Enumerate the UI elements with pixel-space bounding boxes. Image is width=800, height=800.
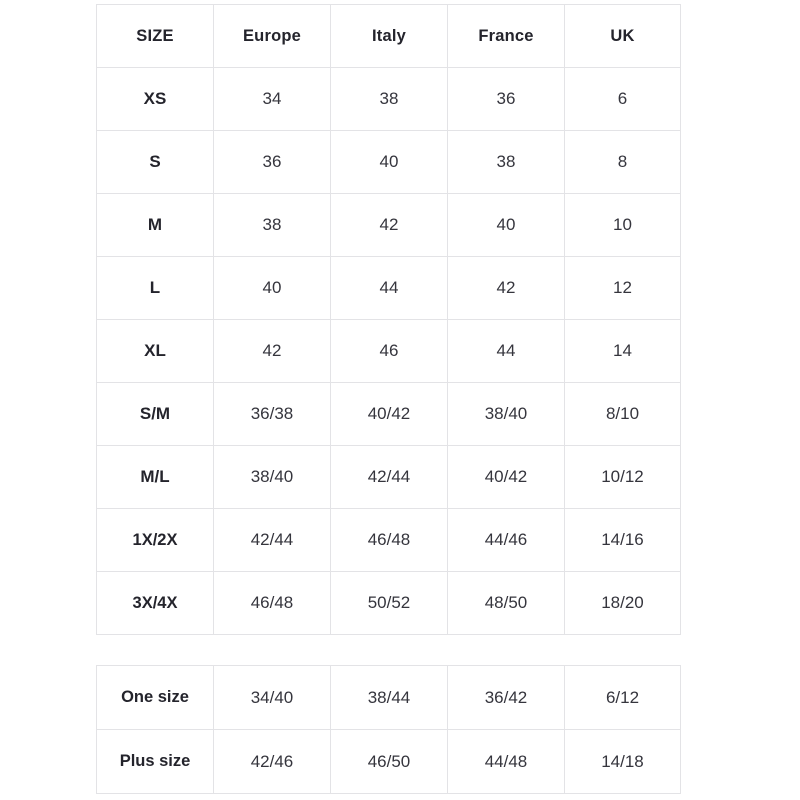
table-row — [97, 509, 681, 572]
cell-europe: 42 — [214, 320, 331, 383]
table-row — [97, 383, 681, 446]
table-row — [97, 194, 681, 257]
cell-europe: 40 — [214, 257, 331, 320]
cell-europe: 36 — [214, 131, 331, 194]
cell-france: 44 — [448, 320, 565, 383]
cell-france: 44/48 — [448, 730, 565, 794]
column-header-europe: Europe — [214, 5, 331, 68]
table-row — [97, 320, 681, 383]
row-label: XS — [97, 68, 214, 131]
cell-uk: 10/12 — [565, 446, 681, 509]
cell-europe: 34/40 — [214, 666, 331, 730]
cell-europe: 38/40 — [214, 446, 331, 509]
cell-italy: 38 — [331, 68, 448, 131]
cell-italy: 42/44 — [331, 446, 448, 509]
cell-uk: 14/18 — [565, 730, 681, 794]
row-label: M — [97, 194, 214, 257]
cell-france: 48/50 — [448, 572, 565, 635]
cell-europe: 36/38 — [214, 383, 331, 446]
row-label: M/L — [97, 446, 214, 509]
cell-uk: 8 — [565, 131, 681, 194]
cell-italy: 46 — [331, 320, 448, 383]
column-header-italy: Italy — [331, 5, 448, 68]
cell-france: 44/46 — [448, 509, 565, 572]
table-row — [97, 131, 681, 194]
row-label: S/M — [97, 383, 214, 446]
table-header-row — [97, 5, 681, 68]
size-conversion-table-container — [96, 4, 680, 635]
cell-uk: 8/10 — [565, 383, 681, 446]
table-row — [97, 68, 681, 131]
cell-france: 42 — [448, 257, 565, 320]
cell-europe: 46/48 — [214, 572, 331, 635]
table-row — [97, 446, 681, 509]
cell-france: 36 — [448, 68, 565, 131]
table-row — [97, 572, 681, 635]
row-label: 1X/2X — [97, 509, 214, 572]
cell-uk: 10 — [565, 194, 681, 257]
cell-uk: 6 — [565, 68, 681, 131]
cell-italy: 38/44 — [331, 666, 448, 730]
cell-france: 36/42 — [448, 666, 565, 730]
row-label: XL — [97, 320, 214, 383]
table-row — [97, 730, 681, 794]
cell-italy: 42 — [331, 194, 448, 257]
size-conversion-table — [96, 4, 681, 635]
row-label: L — [97, 257, 214, 320]
column-header-uk: UK — [565, 5, 681, 68]
cell-france: 38/40 — [448, 383, 565, 446]
cell-italy: 46/50 — [331, 730, 448, 794]
table-row — [97, 666, 681, 730]
column-header-size: SIZE — [97, 5, 214, 68]
cell-uk: 14/16 — [565, 509, 681, 572]
column-header-france: France — [448, 5, 565, 68]
row-label-plus-size: Plus size — [97, 730, 214, 794]
cell-europe: 42/46 — [214, 730, 331, 794]
cell-italy: 40 — [331, 131, 448, 194]
cell-uk: 14 — [565, 320, 681, 383]
cell-france: 40 — [448, 194, 565, 257]
general-size-table — [96, 665, 681, 794]
cell-uk: 12 — [565, 257, 681, 320]
cell-italy: 46/48 — [331, 509, 448, 572]
cell-france: 40/42 — [448, 446, 565, 509]
general-size-table-container — [96, 665, 680, 794]
cell-uk: 18/20 — [565, 572, 681, 635]
cell-italy: 40/42 — [331, 383, 448, 446]
cell-europe: 34 — [214, 68, 331, 131]
cell-europe: 42/44 — [214, 509, 331, 572]
row-label: S — [97, 131, 214, 194]
cell-uk: 6/12 — [565, 666, 681, 730]
cell-europe: 38 — [214, 194, 331, 257]
cell-italy: 44 — [331, 257, 448, 320]
table-row — [97, 257, 681, 320]
cell-france: 38 — [448, 131, 565, 194]
cell-italy: 50/52 — [331, 572, 448, 635]
row-label: 3X/4X — [97, 572, 214, 635]
row-label-one-size: One size — [97, 666, 214, 730]
